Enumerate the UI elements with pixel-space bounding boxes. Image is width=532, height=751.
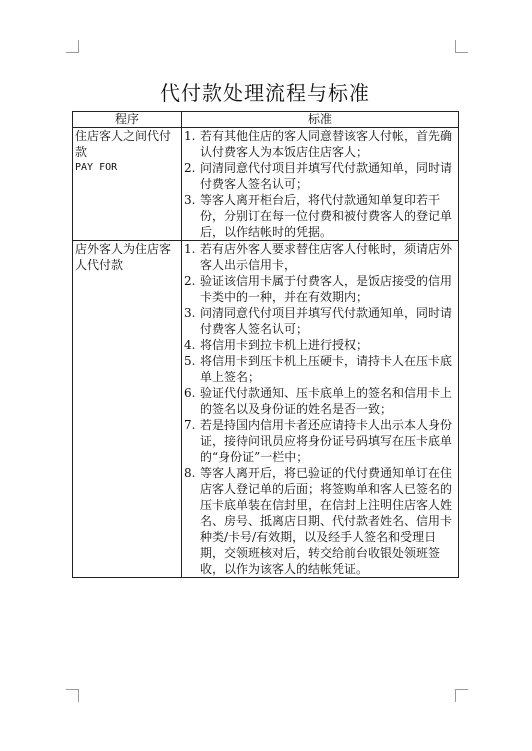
list-item [184, 337, 456, 353]
list-item [184, 465, 456, 577]
procedure-label: 住店客人之间代付款 [75, 129, 172, 159]
step-text: 将信用卡到压卡机上压硬卡，请持卡人在压卡底单上签名； [200, 354, 453, 384]
step-text: 若有店外客人要求替住店客人付帐时，须请店外客人出示信用卡， [200, 242, 453, 272]
list-item [184, 353, 456, 385]
step-text: 问清同意代付项目并填写代付款通知单，同时请付费客人签名认可； [200, 161, 453, 191]
step-number: 3. [184, 193, 196, 207]
standard-cell [182, 241, 459, 578]
step-number: 1. [184, 129, 196, 143]
step-text: 等客人离开柜台后，将代付款通知单复印若干份，分别订在每一位付费和被付费客人的登记单后，以作结帐时的凭据。 [200, 193, 453, 239]
table-row [73, 241, 459, 578]
table-row [73, 128, 459, 241]
list-item [184, 385, 456, 417]
step-number: 5. [184, 354, 196, 368]
step-number: 6. [184, 386, 196, 400]
list-item [184, 273, 456, 305]
crop-mark-top-right [455, 40, 468, 53]
crop-mark-top-left [66, 40, 79, 53]
list-item [184, 192, 456, 240]
step-text: 若有其他住店的客人同意替该客人付帐，首先确认付费客人为本饭店住店客人； [200, 129, 453, 159]
crop-mark-bottom-left [66, 689, 79, 702]
header-standard: 标准 [182, 112, 459, 128]
list-item [184, 241, 456, 273]
step-number: 4. [184, 338, 196, 352]
procedure-cell [73, 241, 182, 578]
step-number: 2. [184, 161, 196, 175]
table-header-row [73, 112, 459, 128]
header-procedure: 程序 [73, 112, 182, 128]
step-number: 2. [184, 274, 196, 288]
step-number: 3. [184, 306, 196, 320]
step-text: 将信用卡到拉卡机上进行授权； [200, 338, 369, 352]
step-number: 8. [184, 466, 196, 480]
step-text: 问清同意代付项目并填写代付款通知单，同时请付费客人签名认可； [200, 306, 453, 336]
document-title: 代付款处理流程与标准 [160, 81, 370, 105]
list-item [184, 160, 456, 192]
crop-mark-bottom-right [455, 689, 468, 702]
procedure-subtitle: PAY FOR [75, 162, 118, 173]
procedure-label: 店外客人为住店客人代付款 [75, 242, 172, 272]
step-number: 7. [184, 418, 196, 432]
step-text: 等客人离开后，将已验证的代付费通知单订在住店客人登记单的后面；将签购单和客人已签名的压卡底单装在信封里，在信封上注明住店客人姓名、房号、抵离店日期、代付款者姓名、信用卡种类/卡号/有效期，以及经手人签名和受理日期，交领班核对后，转交给前台收银处领班签收，以作为该客人的结帐凭证。 [200, 466, 453, 576]
step-text: 若是持国内信用卡者还应请持卡人出示本人身份证，接待问讯员应将身份证号码填写在压卡底单的“身份证”一栏中； [200, 418, 453, 464]
step-text: 验证代付款通知、压卡底单上的签名和信用卡上的签名以及身份证的姓名是否一致； [200, 386, 453, 416]
standard-cell [182, 128, 459, 241]
step-number: 1. [184, 242, 196, 256]
list-item [184, 128, 456, 160]
list-item [184, 417, 456, 465]
step-text: 验证该信用卡属于付费客人，是饭店接受的信用卡类中的一种，并在有效期内； [200, 274, 453, 304]
procedure-cell [73, 128, 182, 241]
list-item [184, 305, 456, 337]
procedure-table [72, 111, 459, 578]
